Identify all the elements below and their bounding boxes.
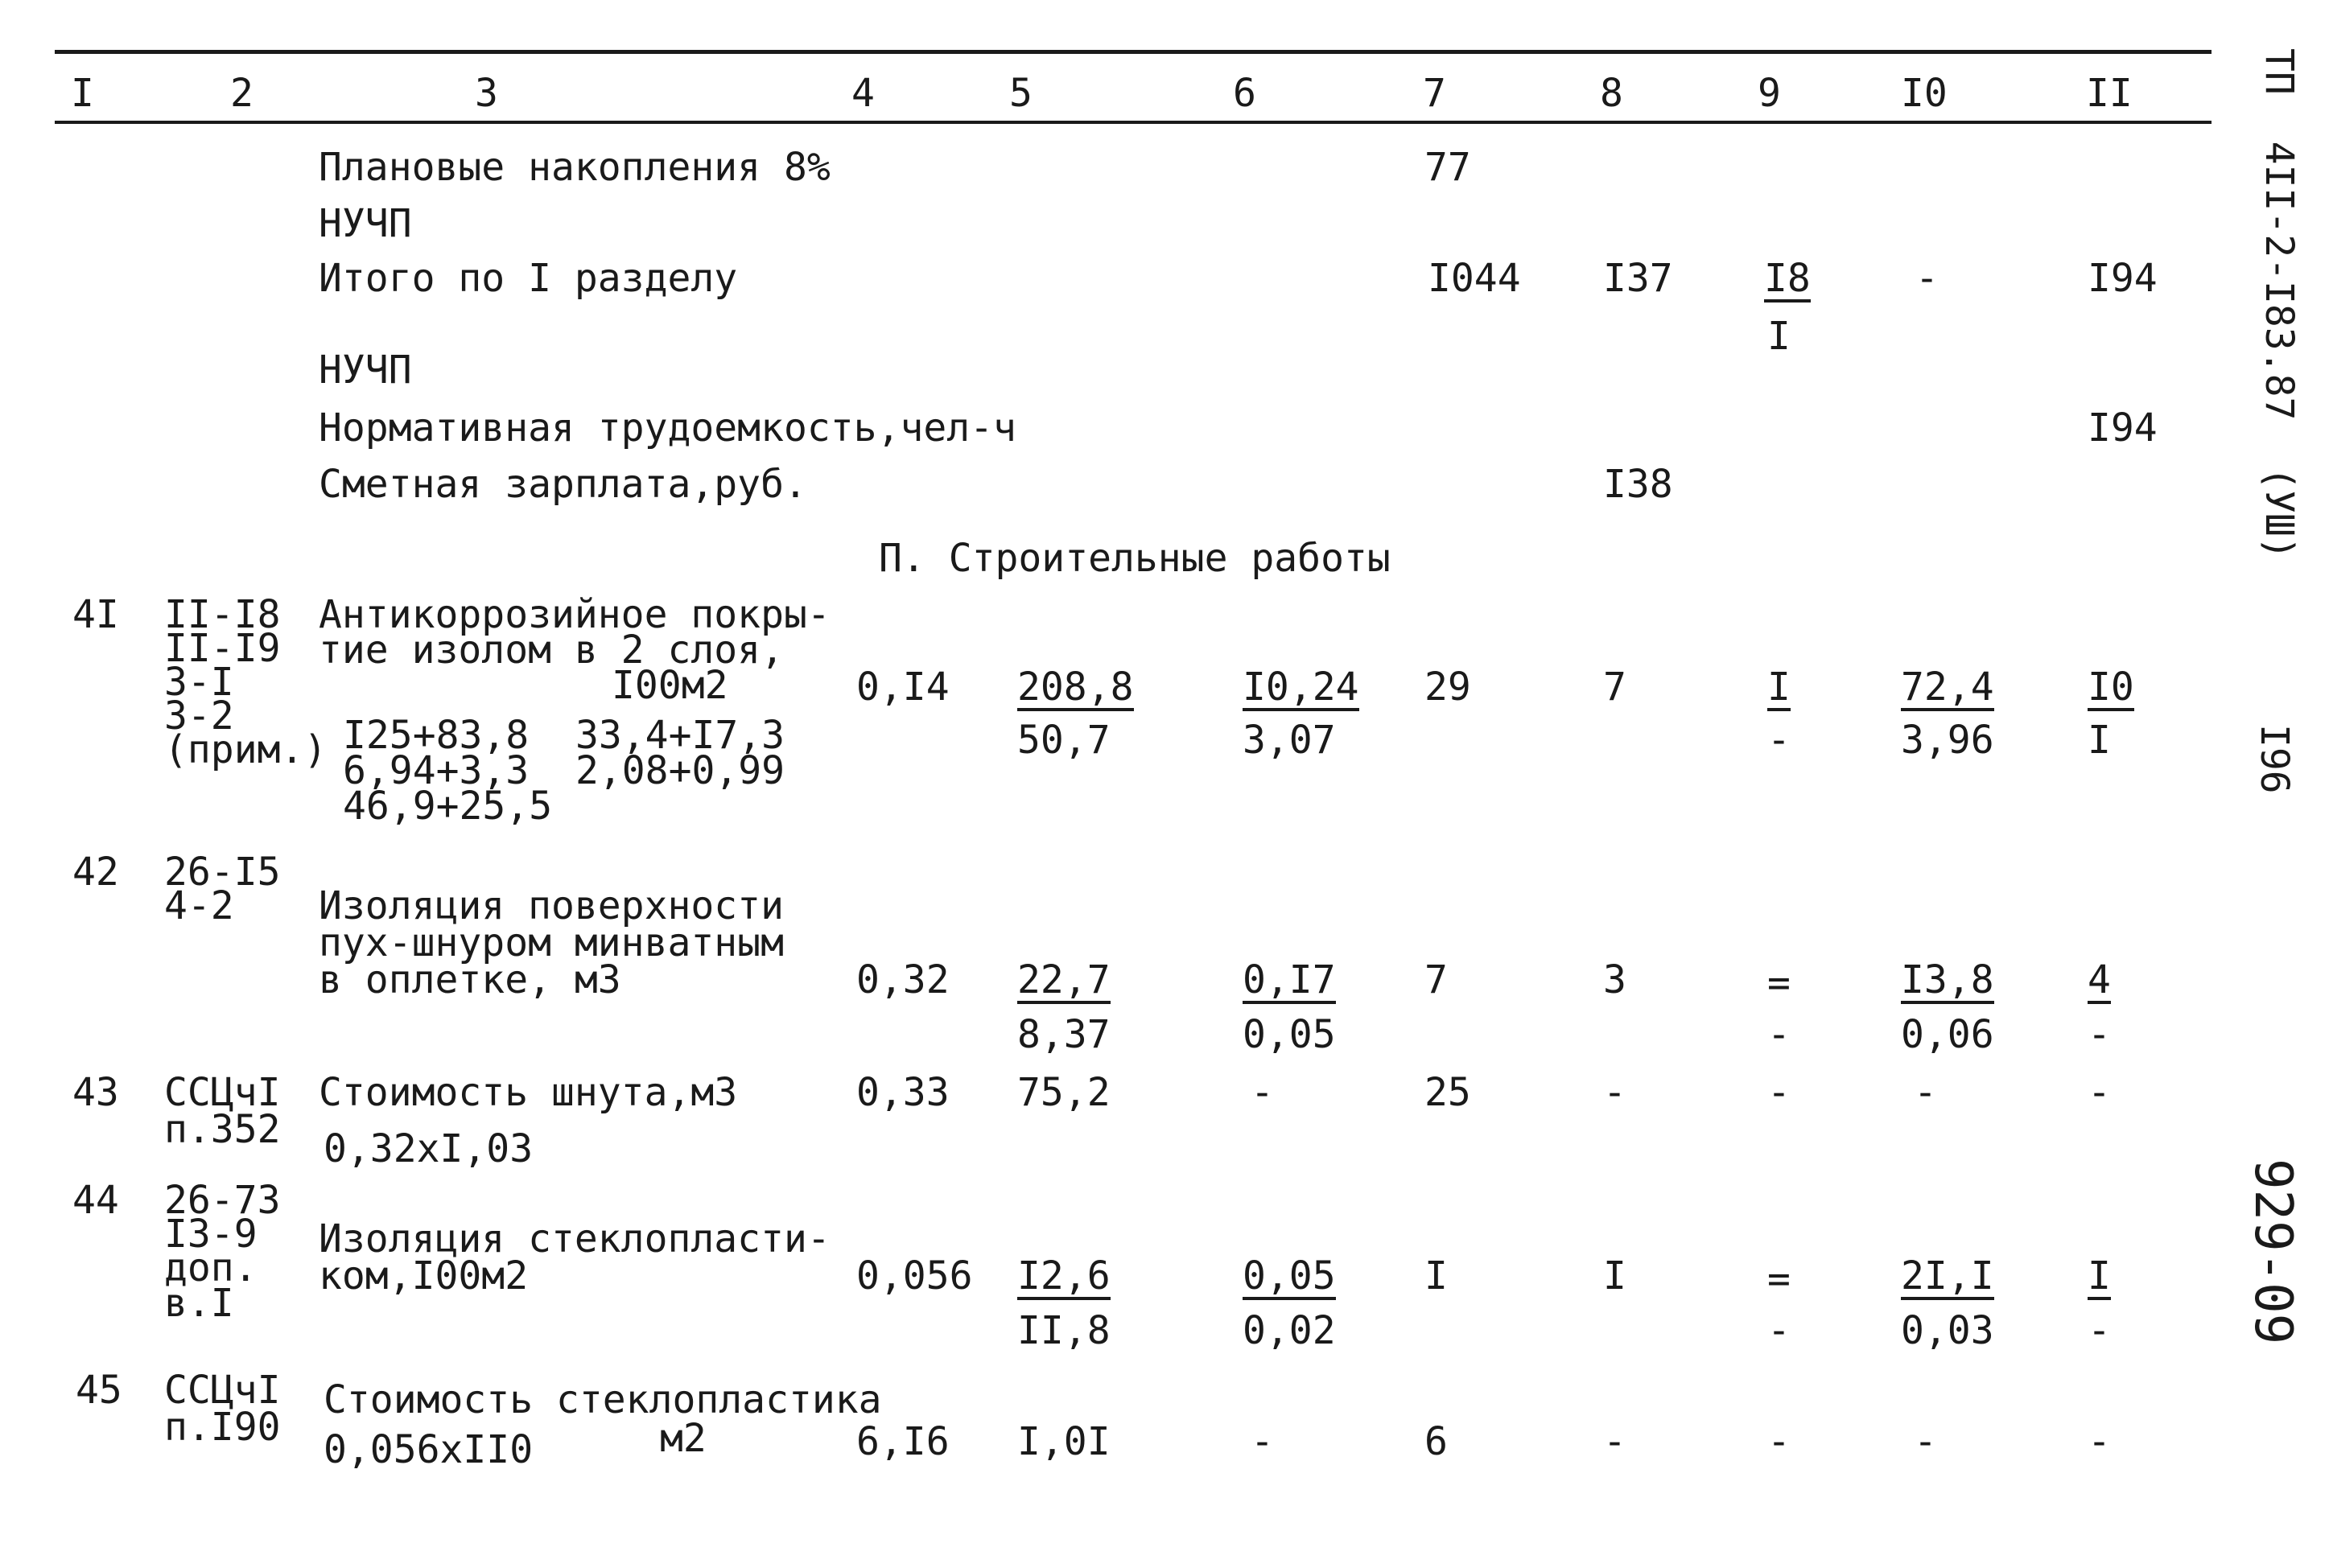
section-title: П. Строительные работы [879, 536, 1391, 581]
col10: - [1914, 1070, 1937, 1115]
col9-top: I [1767, 665, 1791, 710]
col6-top: 0,I7 [1243, 957, 1336, 1002]
col-header-9: 9 [1758, 71, 1781, 116]
col7: 25 [1424, 1070, 1471, 1115]
norm-code: п.I90 [164, 1405, 281, 1450]
col9-bottom: - [1767, 718, 1791, 763]
col9-top: = [1767, 1257, 1791, 1302]
total-c10: - [1915, 256, 1939, 301]
col11: - [2088, 1070, 2111, 1115]
norm-code: (прим.) [164, 727, 328, 772]
description: в оплетке, м3 [319, 957, 621, 1002]
header-rule [55, 121, 2212, 124]
norm-code: II-I9 [164, 626, 281, 671]
col5-bottom: 8,37 [1017, 1012, 1111, 1057]
nuchp-label-1: НУЧП [319, 201, 412, 246]
col-header-10: I0 [1901, 71, 1948, 116]
quantity: 6,I6 [856, 1419, 950, 1464]
quantity: 0,33 [856, 1070, 950, 1115]
col10-bottom: 3,96 [1901, 718, 1994, 763]
quantity: 0,32 [856, 957, 950, 1002]
unit: м2 [660, 1416, 707, 1461]
col10-top: I3,8 [1901, 957, 1994, 1002]
col8: 3 [1603, 957, 1626, 1002]
col11-top: 4 [2088, 957, 2111, 1002]
norm-code: 26-I5 [164, 850, 281, 895]
col5-top: I2,6 [1017, 1253, 1111, 1298]
total-c9-bottom: I [1767, 314, 1791, 359]
norm-code: II-I8 [164, 592, 281, 637]
col7: 6 [1424, 1419, 1448, 1464]
col11-top: I0 [2088, 665, 2134, 710]
col7: I [1424, 1253, 1448, 1298]
norm-code: 3-I [164, 660, 234, 705]
norm-code: ССЦчI [164, 1070, 281, 1115]
top-rule [55, 50, 2212, 54]
total-c8: I37 [1603, 256, 1673, 301]
planned-savings-label: Плановые накопления 8% [319, 145, 831, 190]
description: ком,I00м2 [319, 1253, 529, 1298]
norm-code: в.I [164, 1281, 234, 1326]
col8: I [1603, 1253, 1626, 1298]
document-code: ТП 4II-2-I83.87 (УШ) [2257, 48, 2302, 560]
calc-line: 6,94+3,3 2,08+0,99 [343, 748, 785, 793]
total-c7: I044 [1428, 256, 1521, 301]
row-number: 42 [72, 850, 119, 895]
col6-bottom: 3,07 [1243, 718, 1336, 763]
row-number: 45 [76, 1368, 122, 1413]
col10-top: 2I,I [1901, 1253, 1994, 1298]
col5-top: 208,8 [1017, 665, 1134, 710]
col7: 7 [1424, 957, 1448, 1002]
norm-code: 3-2 [164, 693, 234, 739]
col6-bottom: 0,02 [1243, 1308, 1336, 1353]
description: Антикоррозийное покры- [319, 592, 831, 637]
col-header-11: II [2086, 71, 2133, 116]
col10: - [1914, 1419, 1937, 1464]
quantity: 0,I4 [856, 665, 950, 710]
quantity: 0,056 [856, 1253, 973, 1298]
wage-c8: I38 [1603, 462, 1673, 507]
total-c11: I94 [2088, 256, 2158, 301]
col-header-7: 7 [1423, 71, 1446, 116]
col-header-4: 4 [851, 71, 875, 116]
col-header-3: 3 [475, 71, 498, 116]
col8: 7 [1603, 665, 1626, 710]
col10-bottom: 0,03 [1901, 1308, 1994, 1353]
col11: - [2088, 1419, 2111, 1464]
description: Стоимость шнута,м3 [319, 1070, 738, 1115]
col9-bottom: - [1767, 1012, 1791, 1057]
col5-bottom: II,8 [1017, 1308, 1111, 1353]
col6: - [1251, 1419, 1274, 1464]
row-number: 4I [72, 592, 119, 637]
norm-code: п.352 [164, 1107, 281, 1152]
col-header-1: I [71, 71, 94, 116]
col6-top: 0,05 [1243, 1253, 1336, 1298]
col-header-2: 2 [230, 71, 254, 116]
col11-bottom: - [2088, 1308, 2111, 1353]
col5: 75,2 [1017, 1070, 1111, 1115]
description: Изоляция поверхности [319, 883, 784, 928]
total-label: Итого по I разделу [319, 256, 738, 301]
col9-top: = [1767, 961, 1791, 1006]
sheet-number: 929-09 [2243, 1159, 2302, 1345]
col7: 29 [1424, 665, 1471, 710]
calc-line: I25+83,8 33,4+I7,3 [343, 713, 785, 758]
col-header-6: 6 [1233, 71, 1256, 116]
col5-bottom: 50,7 [1017, 718, 1111, 763]
norm-code: доп. [164, 1245, 258, 1290]
description: Стоимость стеклопластика [324, 1377, 882, 1422]
col6-bottom: 0,05 [1243, 1012, 1336, 1057]
row-number: 44 [72, 1178, 119, 1223]
description: пух-шнуром минватным [319, 920, 784, 965]
calc-line: 46,9+25,5 [343, 784, 553, 829]
norm-code: I3-9 [164, 1212, 258, 1257]
calc-line: 0,32хI,03 [324, 1126, 534, 1171]
col11-top: I [2088, 1253, 2111, 1298]
col11-bottom: I [2088, 718, 2111, 763]
col9: - [1767, 1419, 1791, 1464]
col11-bottom: - [2088, 1012, 2111, 1057]
norm-code: ССЦчI [164, 1368, 281, 1413]
col9-bottom: - [1767, 1308, 1791, 1353]
wage-label: Сметная зарплата,руб. [319, 462, 807, 507]
col8: - [1603, 1419, 1626, 1464]
description: тие изолом в 2 слоя, [319, 628, 784, 673]
col5: I,0I [1017, 1419, 1111, 1464]
nuchp-label-2: НУЧП [319, 348, 412, 393]
norm-code: 26-73 [164, 1178, 281, 1223]
labor-c11: I94 [2088, 405, 2158, 451]
planned-savings-value: 77 [1424, 145, 1471, 190]
col6: - [1251, 1070, 1274, 1115]
col10-top: 72,4 [1901, 665, 1994, 710]
col10-bottom: 0,06 [1901, 1012, 1994, 1057]
col-header-8: 8 [1600, 71, 1623, 116]
total-c9-top: I8 [1764, 256, 1811, 301]
calc-line: 0,056хII0 [324, 1427, 534, 1472]
col9: - [1767, 1070, 1791, 1115]
col5-top: 22,7 [1017, 957, 1111, 1002]
labor-label: Нормативная трудоемкость,чел-ч [319, 405, 1016, 451]
norm-code: 4-2 [164, 883, 234, 928]
row-number: 43 [72, 1070, 119, 1115]
page-number: I96 [2252, 724, 2297, 794]
description: Изоляция стеклопласти- [319, 1216, 831, 1261]
col8: - [1603, 1070, 1626, 1115]
col-header-5: 5 [1009, 71, 1033, 116]
col6-top: I0,24 [1243, 665, 1359, 710]
unit: I00м2 [612, 663, 728, 708]
